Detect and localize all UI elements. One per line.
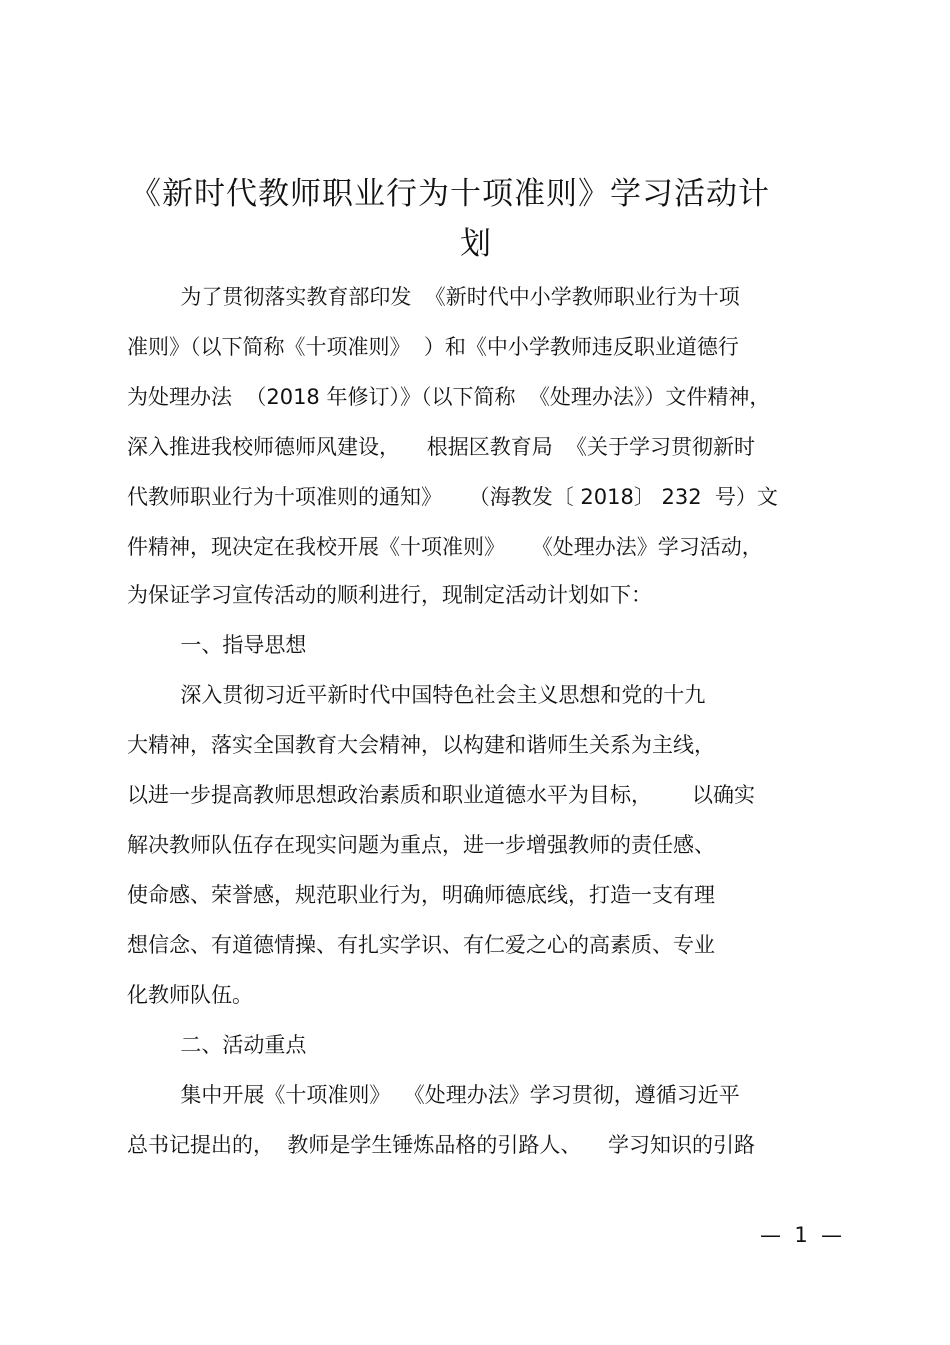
paragraph-line: 以进一步提高教师思想政治素质和职业道德水平为目标， 以确实 bbox=[127, 783, 756, 807]
paragraph-line: 大精神，落实全国教育大会精神，以构建和谐师生关系为主线， bbox=[127, 733, 715, 757]
paragraph-line: 深入推进我校师德师风建设， 根据区教育局 《关于学习贯彻新时 bbox=[127, 435, 756, 459]
paragraph-line: 为保证学习宣传活动的顺利进行，现制定活动计划如下： bbox=[127, 583, 652, 607]
paragraph-line: 想信念、有道德情操、有扎实学识、有仁爱之心的高素质、专业 bbox=[127, 933, 715, 957]
section-heading: 一、指导思想 bbox=[127, 633, 307, 657]
paragraph-line: 解决教师队伍存在现实问题为重点，进一步增强教师的责任感、 bbox=[127, 833, 715, 857]
paragraph-line: 为了贯彻落实教育部印发 《新时代中小学教师职业行为十项 bbox=[127, 285, 740, 309]
paragraph-line: 集中开展《十项准则》 《处理办法》学习贯彻，遵循习近平 bbox=[127, 1083, 740, 1107]
paragraph-line: 使命感、荣誉感，规范职业行为，明确师德底线，打造一支有理 bbox=[127, 883, 715, 907]
paragraph-line: 代教师职业行为十项准则的通知》 （海教发〔 2018〕 232 号）文 bbox=[127, 485, 778, 509]
paragraph-line: 深入贯彻习近平新时代中国特色社会主义思想和党的十九 bbox=[127, 683, 706, 707]
paragraph-line: 为处理办法 （2018 年修订）》（以下简称 《处理办法》）文件精神， bbox=[127, 385, 771, 409]
document-title: 《新时代教师职业行为十项准则》学习活动计 bbox=[130, 176, 770, 212]
paragraph-line: 件精神，现决定在我校开展《十项准则》 《处理办法》学习活动， bbox=[127, 535, 763, 559]
document-title-continuation: 划 bbox=[460, 226, 491, 262]
section-heading: 二、活动重点 bbox=[127, 1033, 307, 1057]
page-number: — 1 — bbox=[760, 1223, 843, 1247]
paragraph-line: 准则》（以下简称《十项准则》 ）和《中小学教师违反职业道德行 bbox=[127, 335, 739, 359]
paragraph-line: 化教师队伍。 bbox=[127, 983, 253, 1007]
paragraph-line: 总书记提出的， 教师是学生锤炼品格的引路人、 学习知识的引路 bbox=[127, 1133, 756, 1157]
